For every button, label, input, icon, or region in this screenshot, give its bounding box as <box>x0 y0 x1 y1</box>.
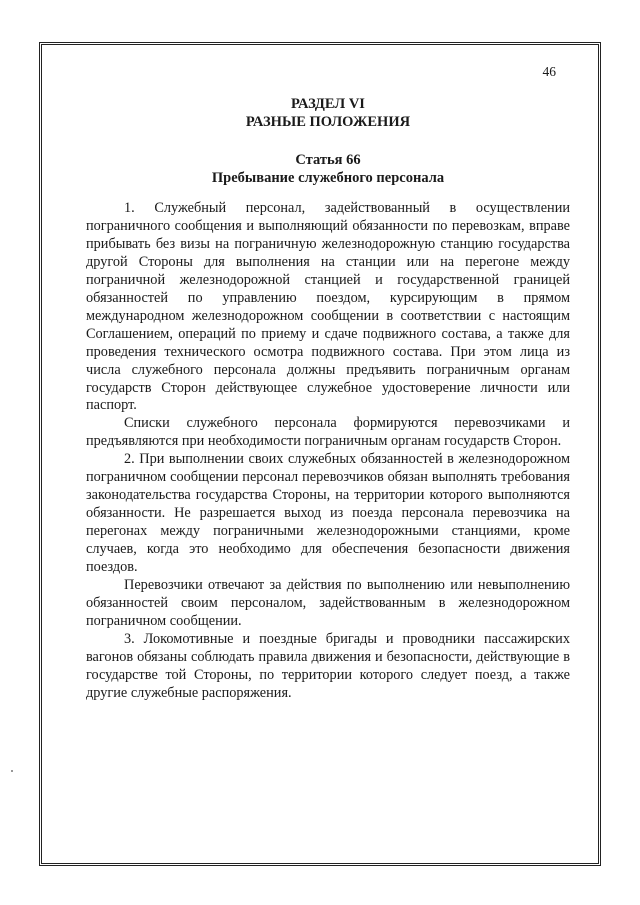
section-label: РАЗДЕЛ VI <box>291 96 365 112</box>
paragraph: 1. Служебный персонал, задействованный в осуществлении пограничного сообщения и выполняющий обязанности по перевозкам, вправе прибывать без визы на пограничную железнодорожную станцию государства другой Стороны для выполнения на станции или на перегоне между пограничной железнодорожной станцией и государственной границей обязанностей по управлению поездом, курсирующим в прямом международном железнодорожном сообщении в соответствии с настоящим Соглашением, операций по приему и сдаче подвижного состава, а также для проведения технического осмотра подвижного состава. При этом лица из числа служебного персонала должны предъявить пограничным органам государств Сторон действующее служебное удостоверение личности или паспорт. <box>86 200 570 414</box>
section-heading <box>86 95 570 131</box>
article-heading <box>86 151 570 187</box>
article-label: Статья 66 <box>295 152 361 168</box>
paragraph: Списки служебного персонала формируются перевозчиками и предъявляются при необходимости пограничным органам государств Сторон. <box>86 415 570 450</box>
paragraph: Перевозчики отвечают за действия по выполнению или невыполнению обязанностей своим персоналом, задействованным в железнодорожном пограничном сообщении. <box>86 577 570 629</box>
paragraph: 2. При выполнении своих служебных обязанностей в железнодорожном пограничном сообщении персонал перевозчиков обязан выполнять требования законодательства государства Стороны, на территории которого выполняются обязанности. Не разрешается выход из поезда персонала перевозчика на перегонах между пограничными железнодорожными станциями, кроме случаев, когда это необходимо для обеспечения безопасности движения поездов. <box>86 451 570 576</box>
scan-speck <box>11 770 13 772</box>
paragraph: 3. Локомотивные и поездные бригады и проводники пассажирских вагонов обязаны соблюдать правила движения и безопасности, действующие в государстве той Стороны, по территории которого следует поезд, а также другие служебные распоряжения. <box>86 630 570 701</box>
article-title: Пребывание служебного персонала <box>211 170 445 186</box>
article-body <box>86 200 570 703</box>
section-title: РАЗНЫЕ ПОЛОЖЕНИЯ <box>245 114 411 130</box>
page-number: 46 <box>542 64 556 79</box>
